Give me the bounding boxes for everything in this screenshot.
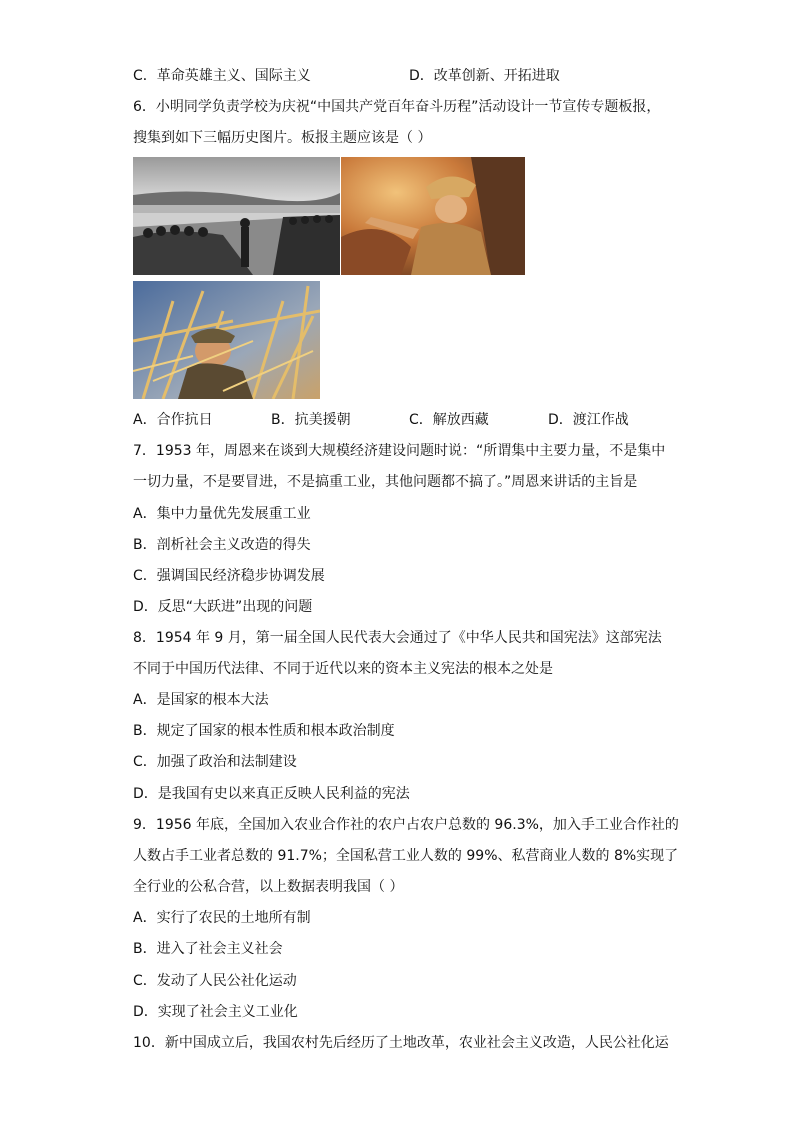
q6-option-a: A．合作抗日 — [133, 412, 213, 428]
q10-stem-line-1: 10．新中国成立后，我国农村先后经历了土地改革，农业社会主义改造，人民公社化运 — [133, 1035, 669, 1051]
q7-stem-line-1: 7．1953 年，周恩来在谈到大规模经济建设问题时说：“所谓集中主要力量，不是集中 — [133, 443, 666, 459]
q7-stem-line-2: 一切力量，不是要冒进，不是搞重工业，其他问题都不搞了。”周恩来讲话的主旨是 — [133, 474, 638, 490]
q7-option-a: A．集中力量优先发展重工业 — [133, 506, 311, 522]
q9-stem-line-2: 人数占手工业者总数的 91.7%；全国私营工业人数的 99%、私营商业人数的 8%实现了 — [133, 848, 679, 864]
q8-option-b: B．规定了国家的根本性质和根本政治制度 — [133, 723, 395, 739]
historical-photo-troops — [133, 157, 340, 275]
q8-option-a: A．是国家的根本大法 — [133, 692, 269, 708]
q9-stem-line-3: 全行业的公私合营，以上数据表明我国（ ） — [133, 879, 404, 895]
q8-stem-line-2: 不同于中国历代法律、不同于近代以来的资本主义宪法的根本之处是 — [133, 661, 553, 677]
historical-painting-soldier — [341, 157, 525, 275]
q8-option-c: C．加强了政治和法制建设 — [133, 754, 297, 770]
q6-option-c: C．解放西藏 — [409, 412, 489, 428]
q9-stem-line-1: 9．1956 年底，全国加入农业合作社的农户占农户总数的 96.3%，加入手工业合作社的 — [133, 817, 679, 833]
q9-option-b: B．进入了社会主义社会 — [133, 941, 283, 957]
q8-option-d: D．是我国有史以来真正反映人民利益的宪法 — [133, 786, 410, 802]
q9-option-c: C．发动了人民公社化运动 — [133, 973, 297, 989]
q7-option-b: B．剖析社会主义改造的得失 — [133, 537, 311, 553]
q8-stem-line-1: 8．1954 年 9 月，第一届全国人民代表大会通过了《中华人民共和国宪法》这部宪法 — [133, 630, 662, 646]
q6-stem-line-1: 6．小明同学负责学校为庆祝“中国共产党百年奋斗历程”活动设计一节宣传专题板报， — [133, 99, 661, 115]
q6-stem-line-2: 搜集到如下三幅历史图片。板报主题应该是（ ） — [133, 130, 432, 146]
q5-option-c: C．革命英雄主义、国际主义 — [133, 68, 311, 84]
historical-painting-grass — [133, 281, 320, 399]
q7-option-d: D．反思“大跃进”出现的问题 — [133, 599, 313, 615]
q5-option-d: D．改革创新、开拓进取 — [409, 68, 560, 84]
q6-option-b: B．抗美援朝 — [271, 412, 351, 428]
q7-option-c: C．强调国民经济稳步协调发展 — [133, 568, 325, 584]
q6-option-d: D．渡江作战 — [548, 412, 629, 428]
q9-option-d: D．实现了社会主义工业化 — [133, 1004, 298, 1020]
q9-option-a: A．实行了农民的土地所有制 — [133, 910, 311, 926]
